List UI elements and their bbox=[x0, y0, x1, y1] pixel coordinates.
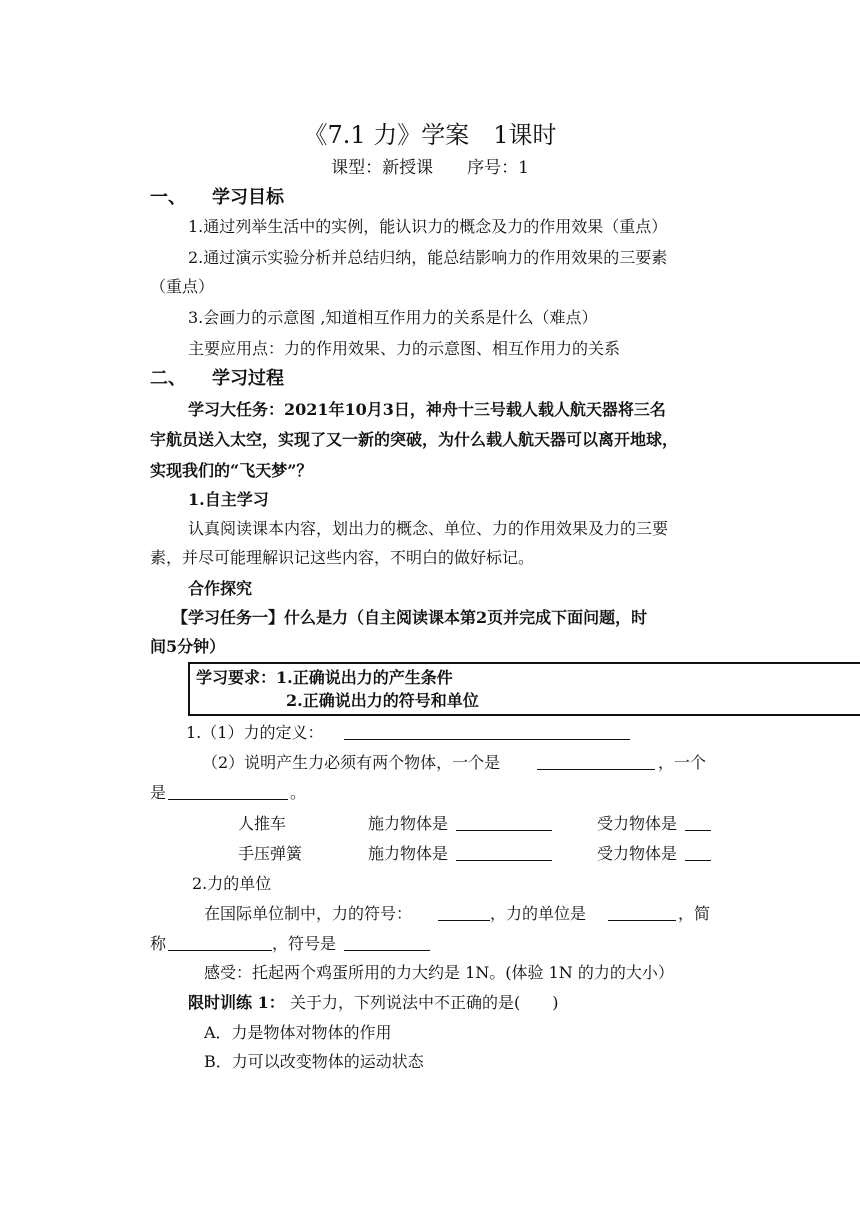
requirement-1: 1.正确说出力的产生条件 bbox=[276, 668, 453, 687]
section1-number: 一、 bbox=[150, 187, 186, 208]
task1-line1: 【学习任务一】什么是力（自主阅读课本第2页并完成下面问题，时 bbox=[172, 608, 648, 627]
option-b[interactable]: B．力可以改变物体的运动状态 bbox=[204, 1052, 424, 1071]
symbol-blank[interactable] bbox=[438, 903, 490, 921]
example-press-spring: 手压弹簧 bbox=[238, 844, 303, 863]
goal-1: 1.通过列举生活中的实例，能认识力的概念及力的作用效果（重点） bbox=[188, 217, 668, 236]
self-study-heading: 1.自主学习 bbox=[188, 490, 269, 509]
document-title: 《7.1 力》学案 1课时 bbox=[303, 121, 557, 149]
big-task-line1: 学习大任务：2021年10月3日，神舟十三号载人载人航天器将三名 bbox=[188, 400, 666, 419]
receiver-label: 受力物体是 bbox=[597, 844, 678, 863]
drill-question: 关于力，下列说法中不正确的是( ) bbox=[290, 993, 559, 1012]
unit-text-d: 称 bbox=[150, 934, 167, 953]
goal-2-line2: （重点） bbox=[150, 277, 215, 296]
section1-heading: 学习目标 bbox=[212, 187, 284, 208]
option-a[interactable]: A．力是物体对物体的作用 bbox=[204, 1023, 392, 1042]
abbr-blank[interactable] bbox=[168, 933, 272, 951]
section2-heading: 学习过程 bbox=[212, 368, 284, 389]
drill-label: 限时训练 1： bbox=[188, 993, 285, 1012]
object-one-blank[interactable] bbox=[537, 752, 655, 770]
self-study-line2: 素，并尽可能理解识记这些内容，不明白的做好标记。 bbox=[150, 548, 535, 567]
feel-note: 感受：托起两个鸡蛋所用的力大约是 1N。(体验 1N 的力的大小） bbox=[204, 963, 674, 982]
q1-2-text-a: （2）说明产生力必须有两个物体，一个是 bbox=[202, 753, 501, 772]
unit-text-a: 在国际单位制中，力的符号： bbox=[204, 904, 413, 923]
section2-number: 二、 bbox=[150, 368, 186, 389]
q1-definition-label: 1.（1）力的定义： bbox=[186, 723, 324, 742]
requirement-label: 学习要求： bbox=[196, 668, 277, 687]
receiver-label: 受力物体是 bbox=[597, 814, 678, 833]
big-task-line2: 宇航员送入太空，实现了又一新的突破，为什么载人航天器可以离开地球， bbox=[150, 430, 679, 449]
task1-line2: 间5分钟） bbox=[150, 637, 226, 656]
applier-blank[interactable] bbox=[456, 813, 552, 831]
q1-2-text-b: ，一个 bbox=[658, 753, 707, 772]
definition-blank[interactable] bbox=[344, 722, 630, 740]
receiver-blank[interactable] bbox=[685, 813, 711, 831]
unit-blank[interactable] bbox=[608, 903, 676, 921]
cooperative-heading: 合作探究 bbox=[188, 579, 253, 598]
receiver-blank[interactable] bbox=[685, 843, 711, 861]
applier-label: 施力物体是 bbox=[368, 814, 449, 833]
q1-2-text-c: 是 bbox=[150, 783, 167, 802]
goal-3: 3.会画力的示意图 ,知道相互作用力的关系是什么（难点） bbox=[188, 308, 598, 327]
q1-2-text-d: 。 bbox=[290, 783, 307, 802]
self-study-line1: 认真阅读课本内容，划出力的概念、单位、力的作用效果及力的三要 bbox=[188, 519, 669, 538]
applier-blank[interactable] bbox=[456, 843, 552, 861]
big-task-line3: 实现我们的“飞天梦”？ bbox=[150, 461, 313, 480]
requirement-box bbox=[188, 662, 860, 716]
example-push-cart: 人推车 bbox=[238, 814, 287, 833]
goal-2-line1: 2.通过演示实验分析并总结归纳，能总结影响力的作用效果的三要素 bbox=[188, 248, 668, 267]
unit-text-e: ，符号是 bbox=[272, 934, 337, 953]
requirement-2: 2.正确说出力的符号和单位 bbox=[286, 691, 479, 710]
object-two-blank[interactable] bbox=[168, 782, 288, 800]
applier-label: 施力物体是 bbox=[368, 844, 449, 863]
unit-symbol-blank[interactable] bbox=[344, 933, 430, 951]
unit-text-c: ，简 bbox=[678, 904, 711, 923]
unit-text-b: ，力的单位是 bbox=[490, 904, 587, 923]
unit-heading: 2.力的单位 bbox=[192, 874, 272, 893]
application-points: 主要应用点：力的作用效果、力的示意图、相互作用力的关系 bbox=[188, 339, 621, 358]
document-subtitle: 课型：新授课 序号：1 bbox=[331, 158, 529, 178]
